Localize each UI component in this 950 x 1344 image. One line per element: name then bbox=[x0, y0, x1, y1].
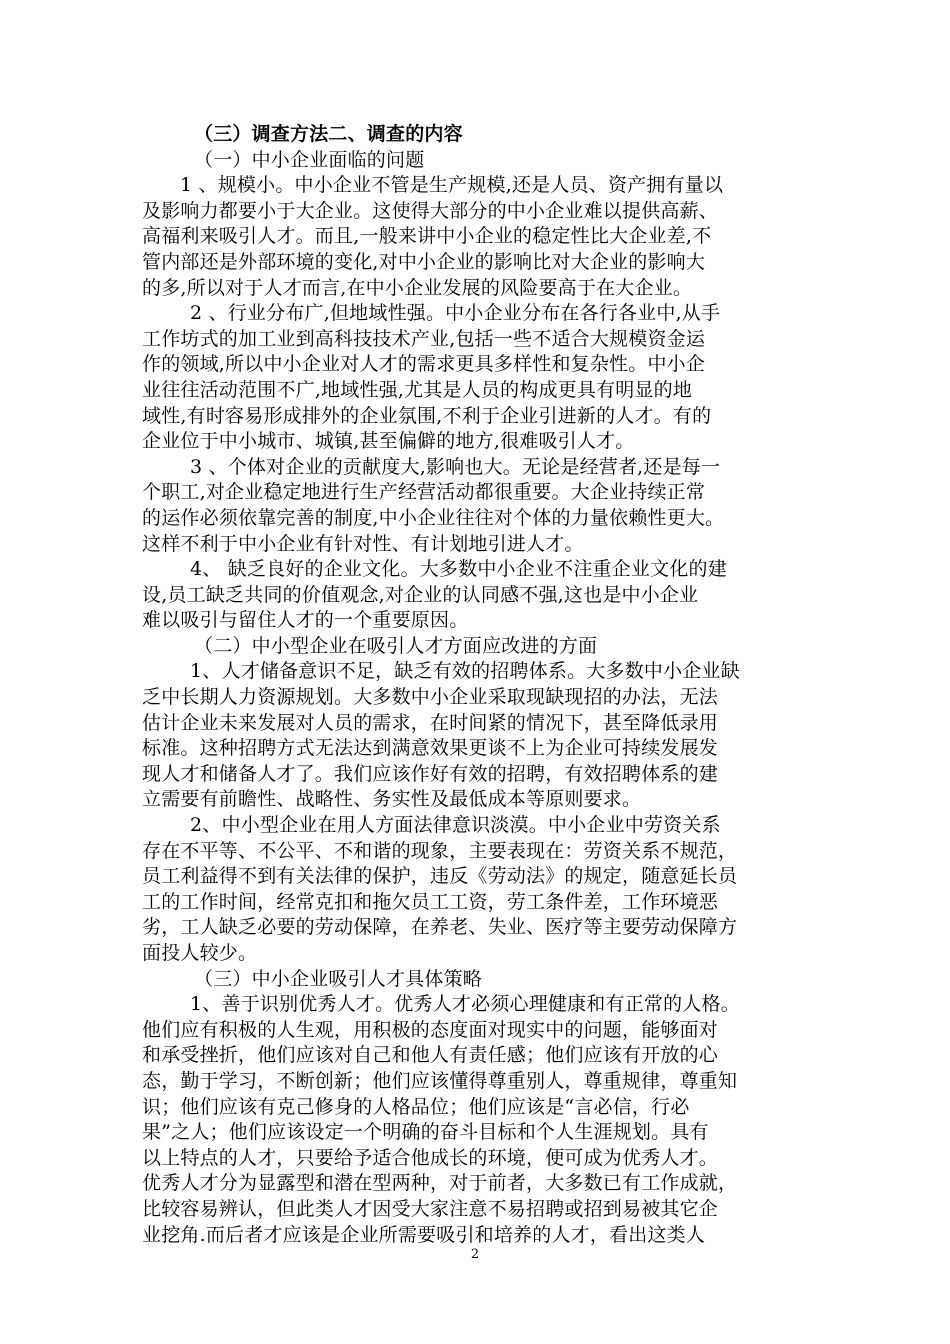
text-line: 估计企业未来发展对人员的需求，在时间紧的情况下，甚至降低录用 bbox=[142, 711, 719, 734]
text-line: 标准。这种招聘方式无法达到满意效果更谈不上为企业可持续发展发 bbox=[142, 737, 719, 760]
text-line: 3 、个体对企业的贡献度大,影响也大。无论是经营者,还是每一 bbox=[190, 455, 721, 478]
text-line: 1 、规模小。中小企业不管是生产规模,还是人员、资产拥有量以 bbox=[180, 174, 724, 197]
text-line: 业挖角.而后者才应该是企业所需要吸引和培养的人才，看出这类人 bbox=[142, 1223, 706, 1246]
text-line: 企业位于中小城市、城镇,甚至偏僻的地方,很难吸引人才。 bbox=[142, 430, 635, 453]
text-line: 2、中小型企业在用人方面法律意识淡漠。中小企业中劳资关系 bbox=[190, 814, 721, 837]
text-line: 1、人才储备意识不足，缺乏有效的招聘体系。大多数中小企业缺 bbox=[190, 660, 740, 683]
section-heading: （三）调查方法二、调查的内容 bbox=[194, 123, 463, 145]
text-line: 识；他们应该有克己修身的人格品位；他们应该是“言必信，行必 bbox=[142, 1095, 690, 1118]
text-line: 高福利来吸引人才。而且,一般来讲中小企业的稳定性比大企业差,不 bbox=[142, 225, 712, 248]
text-line: （一）中小企业面临的问题 bbox=[194, 148, 425, 171]
text-line: 2 、行业分布广,但地域性强。中小企业分布在各行各业中,从手 bbox=[190, 302, 721, 325]
text-line: 及影响力都要小于大企业。这使得大部分的中小企业难以提供高薪、 bbox=[142, 199, 719, 222]
text-line: 的多,所以对于人才而言,在中小企业发展的风险要高于在大企业。 bbox=[142, 276, 693, 299]
text-line: 和承受挫折，他们应该对自己和他人有责任感；他们应该有开放的心 bbox=[142, 1044, 719, 1067]
text-line: 比较容易辨认，但此类人才因受大家注意不易招聘或招到易被其它企 bbox=[142, 1197, 719, 1220]
text-line: （三）中小企业吸引人才具体策略 bbox=[194, 967, 483, 990]
page-number: 2 bbox=[470, 1247, 480, 1262]
text-line: 难以吸引与留住人才的一个重要原因。 bbox=[142, 609, 469, 632]
text-line: 个职工,对企业稳定地进行生产经营活动都很重要。大企业持续正常 bbox=[142, 481, 706, 504]
text-line: （二）中小型企业在吸引人才方面应改进的方面 bbox=[194, 634, 598, 657]
text-line: 现人才和储备人才了。我们应该作好有效的招聘，有效招聘体系的建 bbox=[142, 762, 719, 785]
text-line: 他们应有积极的人生观，用积极的态度面对现实中的问题，能够面对 bbox=[142, 1018, 719, 1041]
text-line: 态，勤于学习，不断创新；他们应该懂得尊重别人，尊重规律，尊重知 bbox=[142, 1069, 738, 1092]
text-line: 管内部还是外部环境的变化,对中小企业的影响比对大企业的影响大 bbox=[142, 250, 706, 273]
text-line: 员工利益得不到有关法律的保护，违反《劳动法》的规定，随意延长员 bbox=[142, 865, 738, 888]
text-line: 4、 缺乏良好的企业文化。大多数中小企业不注重企业文化的建 bbox=[190, 558, 727, 581]
text-line: 果”之人；他们应该设定一个明确的奋斗目标和个人生涯规划。具有 bbox=[142, 1121, 709, 1144]
text-line: 立需要有前瞻性、战略性、务实性及最低成本等原则要求。 bbox=[142, 788, 642, 811]
text-line: 的运作必须依靠完善的制度,中小企业往往对个体的力量依赖性更大。 bbox=[142, 506, 725, 529]
text-line: 以上特点的人才，只要给予适合他成长的环境，便可成为优秀人才。 bbox=[142, 1146, 719, 1169]
text-line: 面投人较少。 bbox=[142, 942, 258, 964]
text-line: 域性,有时容易形成排外的企业氛围,不利于企业引进新的人才。有的 bbox=[142, 404, 712, 427]
text-line: 工的工作时间，经常克扣和拖欠员工工资，劳工条件差，工作环境恶 bbox=[142, 890, 719, 913]
text-line: 业往往活动范围不广,地域性强,尤其是人员的构成更具有明显的地 bbox=[142, 378, 693, 401]
text-line: 乏中长期人力资源规划。大多数中小企业采取现缺现招的办法，无法 bbox=[142, 686, 719, 709]
document-body bbox=[142, 122, 822, 1248]
text-line: 作的领域,所以中小企业对人才的需求更具多样性和复杂性。中小企 bbox=[142, 353, 706, 376]
text-line: 优秀人才分为显露型和潜在型两种，对于前者，大多数已有工作成就， bbox=[142, 1172, 738, 1195]
text-line: 1、善于识别优秀人才。优秀人才必须心理健康和有正常的人格。 bbox=[190, 993, 740, 1016]
text-line: 工作坊式的加工业到高科技技术产业,包括一些不适合大规模资金运 bbox=[142, 327, 706, 350]
text-line: 存在不平等、不公平、不和谐的现象，主要表现在：劳资关系不规范， bbox=[142, 839, 738, 862]
text-line: 这样不利于中小企业有针对性、有计划地引进人才。 bbox=[142, 532, 584, 555]
text-line: 劣，工人缺乏必要的劳动保障，在养老、失业、医疗等主要劳动保障方 bbox=[142, 916, 738, 939]
text-line: 设,员工缺乏共同的价值观念,对企业的认同感不强,这也是中小企业 bbox=[142, 583, 699, 606]
